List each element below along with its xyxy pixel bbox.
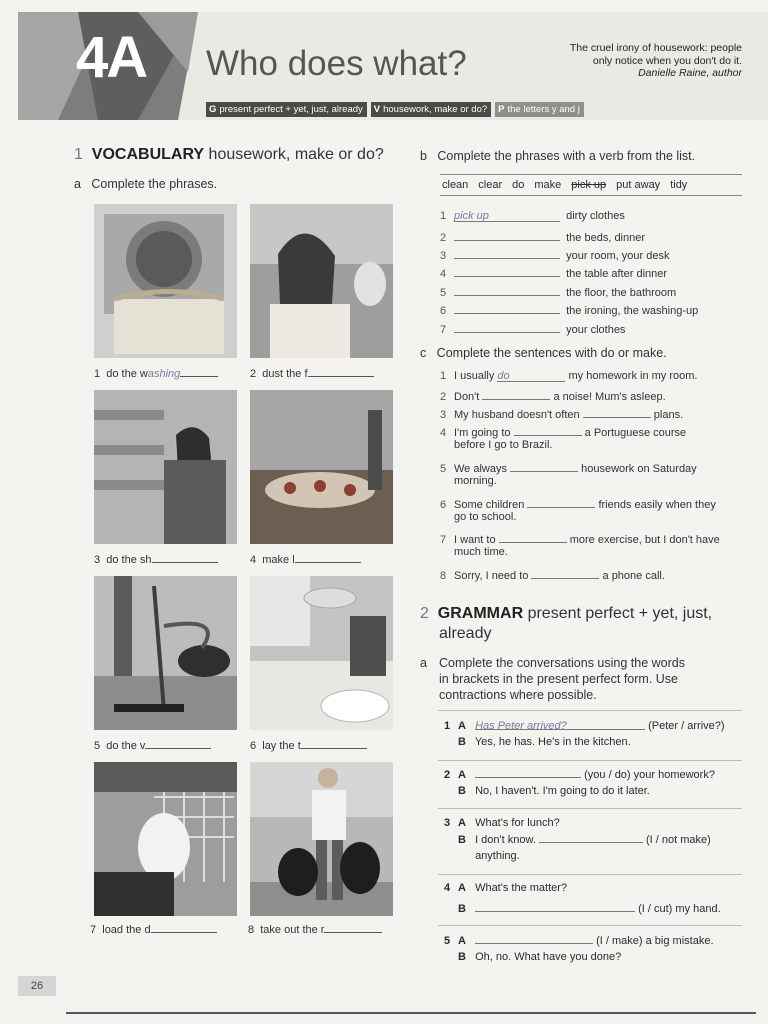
conversation-4: 4 A What's the matter? B (I / cut) my hand. xyxy=(444,882,721,915)
answer-1b-3[interactable] xyxy=(454,247,560,259)
conversation-3-divider xyxy=(438,808,742,809)
answer-1c-8[interactable] xyxy=(531,567,599,579)
exercise-1b-instruction: b Complete the phrases with a verb from the list. xyxy=(420,149,696,163)
word-clean: clean xyxy=(442,179,469,191)
caption-4: 4 make l xyxy=(250,552,361,566)
answer-2a-5[interactable] xyxy=(475,932,593,944)
conversation-5-divider xyxy=(438,925,742,926)
word-make: make xyxy=(534,179,562,191)
answer-2a-3[interactable] xyxy=(539,831,643,843)
section-1-heading: 1 VOCABULARY housework, make or do? xyxy=(74,146,384,163)
caption-1: 1 do the washing xyxy=(94,366,218,380)
answer-1c-5[interactable] xyxy=(510,460,578,472)
exercise-1b-item-1: 1 pick up dirty clothes xyxy=(440,210,625,222)
caption-3: 3 do the sh xyxy=(94,552,218,566)
photo-cooking xyxy=(250,390,393,544)
exercise-1b-item-5: 5 the floor, the bathroom xyxy=(440,284,676,299)
answer-1c-4[interactable] xyxy=(514,424,582,436)
conversation-2: 2 A (you / do) your homework? B No, I haven't. I'm going to do it later. xyxy=(444,766,715,799)
conversation-2-divider xyxy=(438,760,742,761)
answer-1b-2[interactable] xyxy=(454,229,560,241)
caption-6-blank[interactable] xyxy=(301,738,367,749)
exercise-1c-item-6: 6 Some children friends easily when they go to school. xyxy=(440,496,716,523)
exercise-1c-item-1: 1 I usually do my homework in my room. xyxy=(440,370,698,382)
caption-7: 7 load the d xyxy=(90,922,217,936)
conversation-3: 3 A What's for lunch? B I don't know. (I / not make) anything. xyxy=(444,817,711,862)
answer-2a-2[interactable] xyxy=(475,766,581,778)
caption-8: 8 take out the r xyxy=(248,922,382,936)
exercise-1c-item-2: 2 Don't a noise! Mum's asleep. xyxy=(440,388,666,403)
answer-1b-6[interactable] xyxy=(454,302,560,314)
conversation-1-divider xyxy=(438,710,742,711)
conversation-1: 1 A Has Peter arrived? (Peter / arrive?) B Yes, he has. He's in the kitchen. xyxy=(444,720,725,748)
caption-1-handwritten: ashing xyxy=(147,368,181,380)
bottom-rule xyxy=(66,1012,756,1014)
lesson-title: Who does what? xyxy=(206,44,467,83)
answer-1b-7[interactable] xyxy=(454,321,560,333)
exercise-2a-instruction: a Complete the conversations using the words in brackets in the present perfect form. Use contractions where possible. xyxy=(420,656,685,702)
exercise-1b-item-6: 6 the ironing, the washing-up xyxy=(440,302,698,317)
exercise-1c-item-7: 7 I want to more exercise, but I don't have much time. xyxy=(440,531,720,558)
tag-pronunciation: P the letters y and j xyxy=(495,102,584,117)
exercise-1b-item-3: 3 your room, your desk xyxy=(440,247,669,262)
answer-1c-7[interactable] xyxy=(499,531,567,543)
caption-5-blank[interactable] xyxy=(145,738,211,749)
answer-1b-4[interactable] xyxy=(454,265,560,277)
photo-washing xyxy=(94,204,237,358)
quote-line-1: The cruel irony of housework: people xyxy=(569,42,742,54)
exercise-1b-item-4: 4 the table after dinner xyxy=(440,265,667,280)
caption-6: 6 lay the t xyxy=(250,738,367,752)
word-pick-up: pick up xyxy=(571,179,607,191)
tag-grammar: G present perfect + yet, just, already xyxy=(206,102,367,117)
caption-8-blank[interactable] xyxy=(324,922,382,933)
word-put-away: put away xyxy=(616,179,661,191)
exercise-1b-item-2: 2 the beds, dinner xyxy=(440,229,645,244)
photo-shopping xyxy=(94,390,237,544)
caption-5: 5 do the v xyxy=(94,738,211,752)
conversation-4-divider xyxy=(438,874,742,875)
exercise-1c-item-3: 3 My husband doesn't often plans. xyxy=(440,406,683,421)
lesson-tags xyxy=(206,102,584,117)
exercise-1c-instruction: c Complete the sentences with do or make. xyxy=(420,346,667,360)
answer-1c-6[interactable] xyxy=(527,496,595,508)
caption-2: 2 dust the f xyxy=(250,366,374,380)
answer-1b-1[interactable]: pick up xyxy=(454,210,560,222)
caption-7-blank[interactable] xyxy=(151,922,217,933)
exercise-1c-item-4: 4 I'm going to a Portuguese course before I go to Brazil. xyxy=(440,424,686,451)
answer-1c-1[interactable]: do xyxy=(497,370,565,382)
answer-1c-3[interactable] xyxy=(583,406,651,418)
photo-vacuuming xyxy=(94,576,237,730)
photo-dishwasher xyxy=(94,762,237,916)
caption-4-blank[interactable] xyxy=(295,552,361,563)
word-do: do xyxy=(512,179,525,191)
page-number: 26 xyxy=(18,976,56,996)
photo-laying-table xyxy=(250,576,393,730)
word-list xyxy=(440,174,742,196)
photo-dusting xyxy=(250,204,393,358)
answer-1b-5[interactable] xyxy=(454,284,560,296)
answer-2a-4[interactable] xyxy=(475,900,635,912)
conversation-5: 5 A (I / make) a big mistake. B Oh, no. What have you done? xyxy=(444,932,714,965)
lesson-number: 4A xyxy=(76,25,147,90)
answer-2a-1[interactable]: Has Peter arrived? xyxy=(475,718,645,730)
exercise-1c-item-8: 8 Sorry, I need to a phone call. xyxy=(440,567,665,582)
lesson-quote xyxy=(570,42,742,80)
tag-vocabulary: V housework, make or do? xyxy=(371,102,491,117)
quote-line-2: only notice when you don't do it. xyxy=(592,54,742,67)
section-2-heading: 2 GRAMMAR present perfect + yet, just, already xyxy=(420,605,713,642)
caption-3-blank[interactable] xyxy=(152,552,218,563)
exercise-1c-item-5: 5 We always housework on Saturday morning. xyxy=(440,460,697,487)
caption-2-blank[interactable] xyxy=(308,366,374,377)
exercise-1b-item-7: 7 your clothes xyxy=(440,321,625,336)
answer-1c-2[interactable] xyxy=(482,388,550,400)
caption-1-blank[interactable] xyxy=(180,366,218,377)
word-tidy: tidy xyxy=(670,179,688,191)
quote-author: Danielle Raine, author xyxy=(638,67,742,79)
word-clear: clear xyxy=(478,179,503,191)
photo-rubbish xyxy=(250,762,393,916)
exercise-1a-instruction: a Complete the phrases. xyxy=(74,177,218,191)
